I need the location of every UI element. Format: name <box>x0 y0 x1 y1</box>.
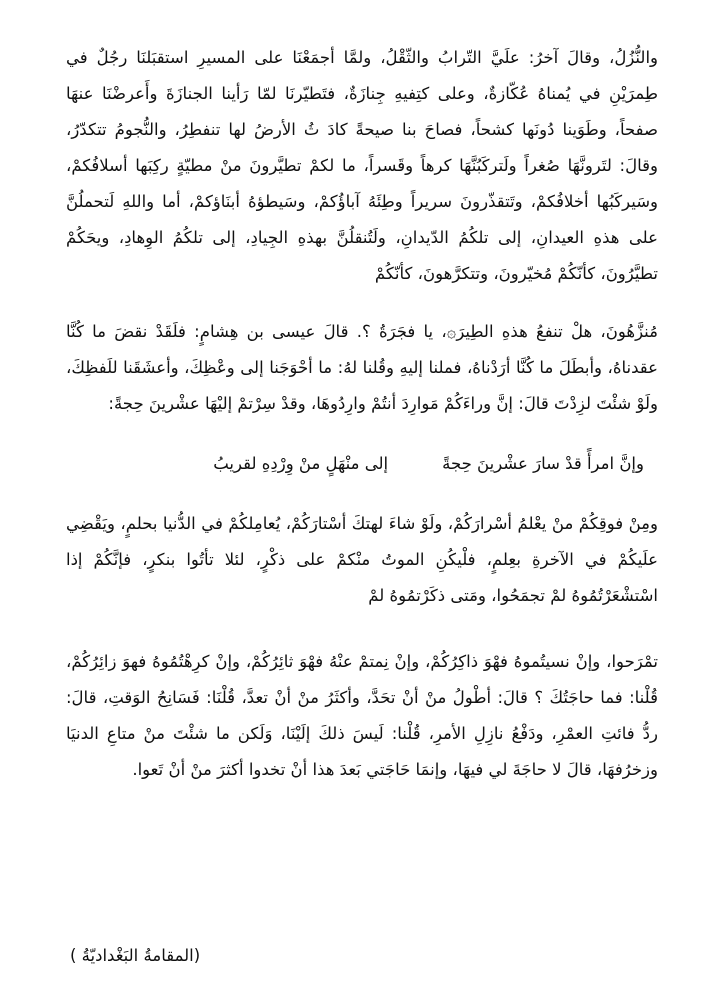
verse-second-hemistich: إلى منْهَلٍ منْ وِرْدِهِ لقريبُ <box>213 454 389 473</box>
source-citation: (المقامةُ البَغْداديّةُ ) <box>70 946 201 965</box>
verse-first-hemistich: وإنَّ امرأً قدْ سارَ عشْرينَ حِجةً <box>442 454 644 473</box>
paragraph-1: والنُّزُلُ، وقالَ آخرُ: علَيَّ التّرابُ والثّقْلُ، ولمَّا أجمَعْنَا على المسيرِ استقبَلنَا رجُلٌ في طِمرَيْنِ في يُمناهُ عُكّازةٌ، وعلى كتِفيهِ جِنازَةٌ، فتَطيّرنَا لمّا رَأينا الجنازَةَ وأَعرضْنَا عنهَا صفحاً، وطَوَينا دُونَها كشحاً، فصاحَ بنا صيحةً كادَ ثُ الأرضُ لها تنفطِرُ، والنُّجومُ تتكدّرُ، وقالَ: لتَرونَّهَا صُغراً ولَتركَبُنَّهَا كرهاً وقَسراً، ما لكمْ تطيَّرونَ منْ مطيّةٍ ركِبَها أسلافُكمْ، وسَيركَبُها أخلافُكمْ، وتَتقذّرونَ سريراً وطِئَهُ آباؤُكمْ، وسَيطؤهُ أبنَاؤكمْ، أما واللهِ لَتحملُنَّ على هذهِ العيدانِ، إلى تلكُمُ الدّيدانِ، ولَتُنقلُنَّ بهذهِ الجِيادِ، إلى تلكُمُ الوِهادِ، ويحَكُمْ تطيَّرُونَ، كأنّكُمْ مُخيّرونَ، وتتكرَّهونَ، كأنّكُمْ <box>66 48 658 283</box>
paragraph-3: ومِنْ فوقِكُمْ منْ يعْلمُ أسْرارَكُمْ، ولَوْ شاءَ لهتكَ أسْتارَكُمْ، يُعامِلكُمْ في الدُّنيا بحلمٍ، ويَقْضِي علَيكُمْ في الآخرةِ بعِلمٍ، فلْيكُنِ الموتُ منْكمْ على ذكْرٍ، لئلا تأتُوا بنكرٍ، فإنَّكُمْ إذا اسْتشْعَرْتُمُوهُ لمْ تجمَحُوا، ومَتى ذكَرْتمُوهُ لمْ <box>66 514 658 605</box>
paragraph-2: مُنزَّهُونَ، هلْ تنفعُ هذهِ الطِيرَ۞، يا فجَرَةُ ؟. قالَ عيسى بن هِشامٍ: فلَقَدْ نقضَ ما كُنَّا عقدناهُ، وأبطَلَ ما كُنَّا أرَدْناهُ، فملنا إليهِ وقُلنا لهُ: ما أحْوَجَنا إلى وعْظِكَ، وأعشَقَنا للَفظِكَ، ولَوْ شئْتَ لزِدْتَ قالَ: إنَّ وراءَكُمْ مَوارِدَ أنتُمْ وارِدُوهَا، وقدْ سِرْتمْ إليْهَا عشْرينَ حِجةً: <box>66 322 658 413</box>
paragraph-4: تمْرَحوا، وإنْ نسيتُموهُ فهْوَ ذاكِرُكُمْ، وإنْ نِمتمْ عنْهُ فهْوَ ثائِرُكُمْ، وإنْ كرِهْتُمُوهُ فهوَ زائِرُكُمْ، قُلْنا: فما حاجَتُكَ ؟ قالَ: أطْولُ منْ أنْ تحَدَّ، وأكثَرُ منْ أنْ تعدَّ، قُلْنَا: فَسَانِحُ الوَقتِ، قالَ: ردُّ فائتِ العمْرِ، ودَفْعُ نازِلِ الأمرِ، قُلْنا: لَيسَ ذلكَ إلَيْنَا، وَلَكن ما شئْتَ منْ متاعِ الدنيَا وزخرُفهَا، قالَ لا حاجَةَ لي فيهَا، وإنمَا حَاجَتي بَعدَ هذا أنْ تخدوا أكثرَ منْ أنْ تَعوا. <box>66 652 658 779</box>
poetry-verse <box>66 452 658 476</box>
